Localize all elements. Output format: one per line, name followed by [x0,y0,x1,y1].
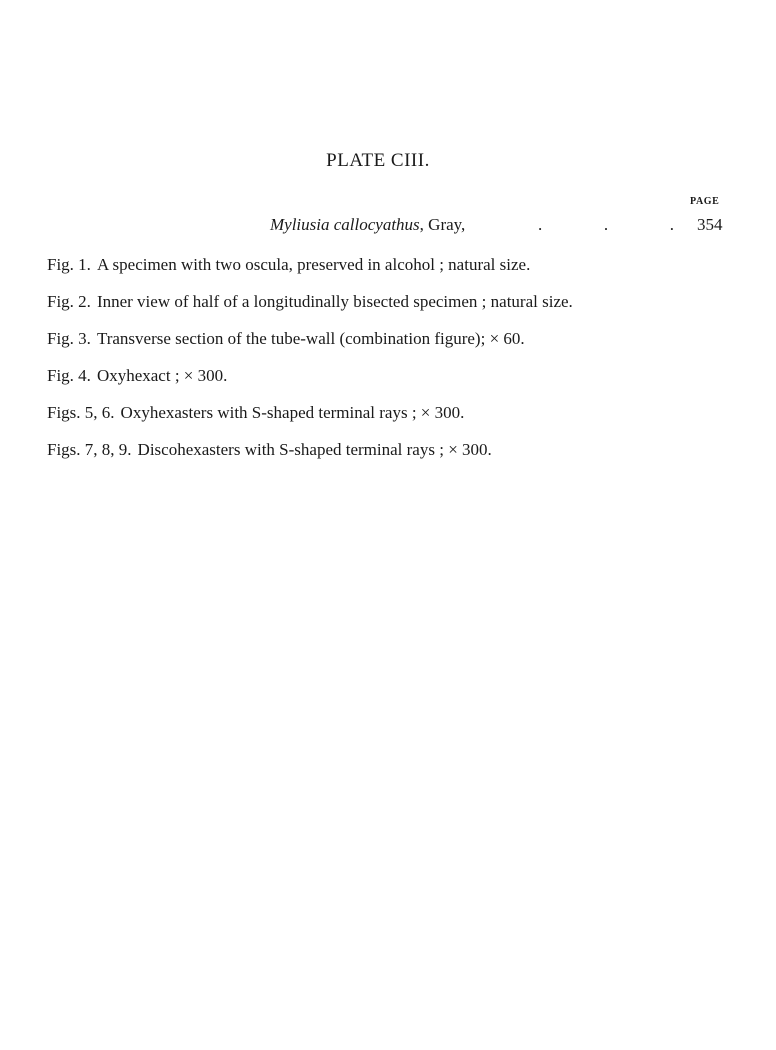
figure-caption-text: Oxyhexact ; × 300. [96,366,228,385]
page-number: 354 [697,215,723,234]
figure-caption [47,254,747,291]
leader-dots [538,215,674,235]
figure-caption-text: A specimen with two oscula, preserved in alcohol ; natural size. [96,255,531,274]
leader-dot: . [669,215,674,234]
page-column-header: PAGE [690,196,720,207]
figure-caption [47,402,747,439]
figure-caption [47,291,747,328]
figure-caption-text: Discohexasters with S-shaped terminal rays ; × 300. [137,440,492,459]
figure-label: Figs. 5, 6. [47,403,115,422]
leader-dot: . [603,215,609,234]
figure-caption-text: Oxyhexasters with S-shaped terminal rays ; × 300. [120,403,465,422]
figure-caption-list [47,254,747,476]
figure-label: Figs. 7, 8, 9. [47,440,132,459]
figure-label: Fig. 3. [47,329,91,348]
species-author: , Gray, [419,215,466,234]
figure-label: Fig. 2. [47,292,91,311]
species-name: Myliusia callocyathus [270,215,420,234]
figure-caption-text: Inner view of half of a longitudinally bisected specimen ; natural size. [96,292,573,311]
leader-dot: . [538,215,543,234]
plate-title: PLATE CIII. [326,150,430,171]
figure-label: Fig. 4. [47,366,91,385]
figure-caption [47,439,747,476]
figure-caption-text: Transverse section of the tube-wall (combination figure); × 60. [96,329,525,348]
figure-label: Fig. 1. [47,255,91,274]
figure-caption [47,365,747,402]
species-entry [270,215,465,235]
figure-caption [47,328,747,365]
